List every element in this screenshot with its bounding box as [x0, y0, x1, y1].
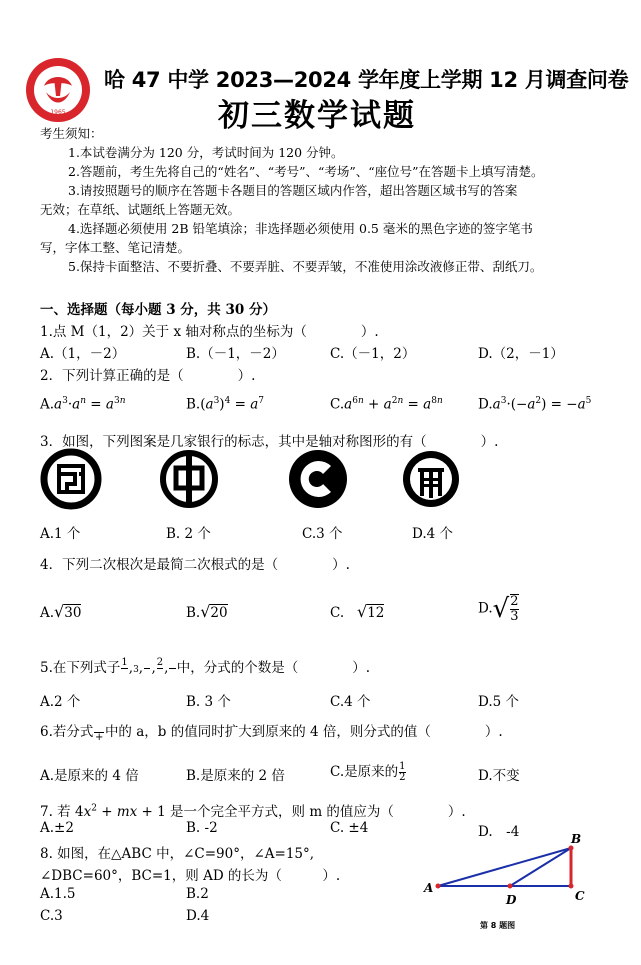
- q8-stem-line1: 8. 如图，在△ABC 中，∠C=90°，∠A=15°,: [40, 846, 315, 862]
- segment-ab: [438, 848, 571, 886]
- q1-option-d: D.（2，－1）: [478, 346, 564, 362]
- q7-option-c: C. ±4: [330, 820, 369, 836]
- q2-stem: 2．下列计算正确的是（ ）.: [40, 368, 256, 384]
- q4-option-b: B.√20: [186, 602, 228, 621]
- point-c: [569, 884, 574, 889]
- q1-stem: 1.点 M（1，2）关于 x 轴对称点的坐标为（ ）.: [40, 324, 379, 340]
- q8-option-d: D.4: [186, 908, 210, 924]
- point-a: [436, 884, 441, 889]
- notice-item-3-cont: 无效；在草纸、试题纸上答题无效。: [40, 202, 241, 217]
- school-seal-icon: [24, 56, 92, 124]
- notice-item-3: 3.请按照题号的顺序在答题卡各题目的答题区域内作答，超出答题区域书写的答案: [68, 183, 518, 198]
- q8-figure-caption: 第 8 题图: [480, 921, 516, 930]
- notice-item-5: 5.保持卡面整洁、不要折叠、不要弄脏、不要弄皱，不准使用涂改液修正带、刮纸刀。: [68, 259, 543, 274]
- q4-option-d: D.√ $\frac{2}{3}$: [478, 594, 519, 624]
- q2-option-d: $D.a^3\cdot(-a^2) = -a^5$: [478, 396, 592, 413]
- exam-title: 哈 47 中学 2023—2024 学年度上学期 12 月调查问卷: [104, 68, 629, 92]
- q2-option-b: $B.(a^3)^4 = a^7$: [186, 396, 265, 413]
- bank-logo-2-icon: [158, 448, 220, 510]
- q1-option-a: A.（1，－2）: [40, 346, 126, 362]
- q4-option-a: A.√30: [40, 602, 82, 621]
- q6-option-b: B.是原来的 2 倍: [186, 768, 285, 784]
- q7-option-a: A.±2: [40, 820, 74, 836]
- q8-option-a: A.1.5: [40, 886, 76, 902]
- notice-item-2: 2.答题前，考生先将自己的“姓名”、“考号”、“考场”、“座位号”在答题卡上填写清楚。: [68, 164, 544, 179]
- q3-option-a: A.1 个: [40, 526, 81, 542]
- label-b: B: [571, 832, 582, 846]
- q3-option-d: D.4 个: [412, 526, 454, 542]
- q3-option-c: C.3 个: [302, 526, 343, 542]
- notice-item-1: 1.本试卷满分为 120 分，考试时间为 120 分钟。: [68, 145, 344, 160]
- q7-stem: 7. 若 $4x^2$ + mx + 1 是一个完全平方式，则 m 的值应为（ ）.: [40, 803, 466, 820]
- q4-option-c: C. √12: [330, 602, 385, 621]
- q2-option-c: $C.a^{6n} + a^{2n} = a^{8n}$: [330, 396, 443, 413]
- bank-logo-1-icon: [40, 448, 102, 510]
- q1-option-c: C.（－1，2）: [330, 346, 416, 362]
- q6-stem: 6.若分式 + 中的 a，b 的值同时扩大到原来的 4 倍，则分式的值（ ）.: [40, 724, 503, 743]
- notice-item-4-cont: 写，字体工整、笔记清楚。: [40, 240, 191, 255]
- segment-bd: [510, 848, 571, 886]
- q5-option-b: B. 3 个: [186, 694, 231, 710]
- q1-option-b: B.（－1，－2）: [186, 346, 285, 362]
- q3-option-b: B. 2 个: [166, 526, 211, 542]
- exam-subtitle: 初三数学试题: [218, 98, 416, 134]
- bank-logo-4-icon: [400, 448, 462, 510]
- q6-option-a: A.是原来的 4 倍: [40, 768, 139, 784]
- q8-option-c: C.3: [40, 908, 63, 924]
- q7-option-b: B. -2: [186, 820, 218, 836]
- q2-option-a: $A.a^3\cdot a^n = a^{3n}$: [40, 396, 126, 413]
- bank-logo-3-icon: [287, 448, 349, 510]
- q3-stem: 3．如图，下列图案是几家银行的标志，其中是轴对称图形的有（ ）.: [40, 434, 499, 450]
- q7-option-d: D. -4: [478, 824, 520, 840]
- label-a: A: [424, 881, 434, 895]
- label-c: C: [575, 889, 585, 903]
- q5-option-c: C.4 个: [330, 694, 371, 710]
- q4-stem: 4．下列二次根次是最简二次根式的是（ ）.: [40, 557, 350, 573]
- label-d: D: [506, 893, 517, 907]
- q5-option-d: D.5 个: [478, 694, 520, 710]
- q8-triangle-figure: [420, 828, 595, 938]
- logo-year: 1965: [50, 109, 66, 116]
- notice-item-4: 4.选择题必须使用 2B 铅笔填涂；非选择题必须使用 0.5 毫米的黑色字迹的签字笔书: [68, 221, 533, 236]
- q5-option-a: A.2 个: [40, 694, 81, 710]
- q8-stem-line2: ∠DBC=60°，BC=1，则 AD 的长为（ ）.: [40, 868, 341, 884]
- q8-option-b: B.2: [186, 886, 209, 902]
- section-heading: 一、选择题（每小题 3 分，共 30 分）: [40, 302, 276, 318]
- point-b: [569, 846, 574, 851]
- q6-option-d: D.不变: [478, 768, 520, 784]
- notice-heading: 考生须知：: [40, 126, 103, 141]
- q5-stem: 5.在下列式子 1 ,3, , 2 , 中，分式的个数是（ ）.: [40, 657, 371, 676]
- q6-option-c: C.是原来的 $\frac{1}{2}$: [330, 761, 406, 783]
- point-d: [508, 884, 513, 889]
